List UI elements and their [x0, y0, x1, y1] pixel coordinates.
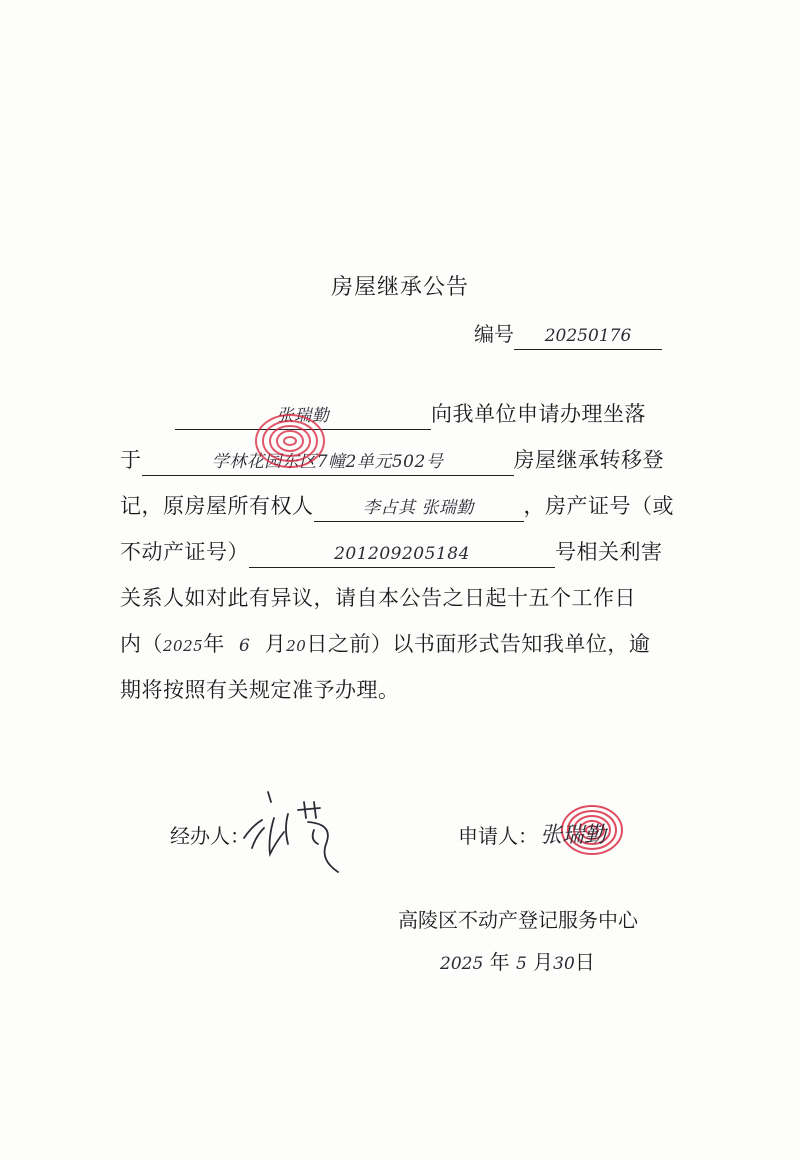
body-line-6 [120, 628, 650, 658]
certificate-number: 201209205184 [249, 541, 555, 568]
text-year: 年 [203, 632, 225, 656]
issue-date [440, 946, 595, 975]
issue-year: 2025 [440, 954, 484, 974]
text-cert: ，房产证号（或 [523, 494, 674, 518]
applicant-name: 张瑞勤 [175, 403, 431, 430]
serial-label: 编号 [474, 322, 514, 346]
applicant-label: 申请人： [458, 824, 538, 848]
body-line-7: 期将按照有关规定准予办理。 [120, 678, 400, 702]
body-line-5: 关系人如对此有异议，请自本公告之日起十五个工作日 [120, 586, 636, 610]
text-cert-label: 不动产证号） [120, 540, 249, 564]
issue-day-unit: 日 [574, 950, 595, 974]
body-line-2 [120, 444, 664, 476]
text-request: 向我单位申请办理坐落 [431, 402, 646, 426]
issue-day: 30 [553, 954, 575, 974]
body-line-3 [120, 490, 674, 522]
original-owners: 李占其 张瑞勤 [314, 495, 524, 522]
handler-signature [238, 788, 358, 878]
issuing-office: 高陵区不动产登记服务中心 [398, 908, 638, 932]
deadline-day: 20 [286, 637, 307, 655]
body-line-4 [120, 536, 663, 568]
fingerprint-icon [250, 410, 330, 472]
serial-value: 20250176 [514, 323, 662, 350]
document-title: 房屋继承公告 [330, 275, 469, 300]
issue-month-unit: 月 [533, 950, 554, 974]
handler-label: 经办人： [170, 824, 250, 848]
applicant-signature: 张瑞勤 [540, 823, 607, 848]
body-line-1 [175, 398, 646, 430]
text-before: 日之前）以书面形式告知我单位，逾 [306, 632, 651, 656]
property-location: 学林花园东区7幢2单元502号 [142, 449, 514, 476]
text-related: 号相关利害 [555, 540, 663, 564]
text-month: 月 [264, 632, 287, 656]
issue-month: 5 [515, 954, 527, 974]
text-at: 于 [120, 448, 142, 472]
text-owner: 记，原房屋所有权人 [120, 494, 314, 518]
deadline-month: 6 [239, 636, 251, 656]
serial-number [474, 318, 662, 350]
text-within: 内（ [120, 632, 163, 656]
deadline-year: 2025 [163, 637, 204, 655]
issue-year-unit: 年 [489, 950, 510, 974]
text-transfer: 房屋继承转移登 [513, 448, 664, 472]
